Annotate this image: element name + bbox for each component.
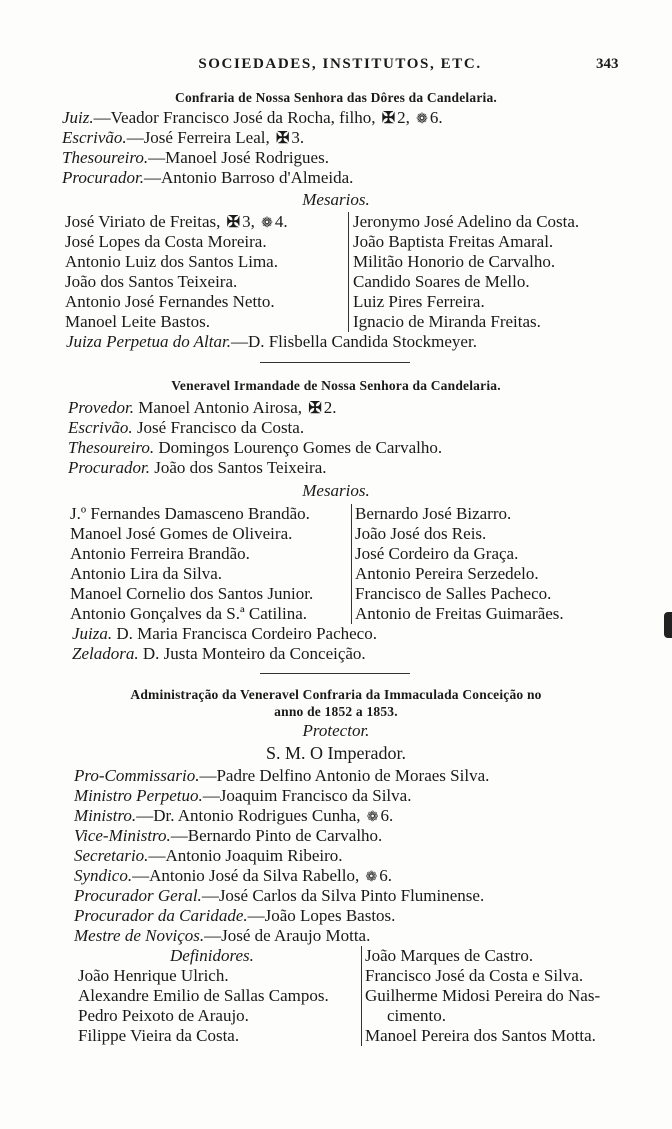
- s3-syndico-name: —Antonio José da Silva Rabello,: [132, 866, 360, 885]
- s3-ministro-perpetuo-role: Ministro Perpetuo.: [74, 786, 203, 805]
- s3-definidor-left: Pedro Peixoto de Araujo.: [78, 1006, 249, 1025]
- s2-mesario-right: Antonio Pereira Serzedelo.: [355, 564, 539, 583]
- s1-mesario-left-name: José Viriato de Freitas,: [65, 212, 221, 231]
- s3-syndico-rose-grade: 6.: [379, 866, 392, 885]
- s1-mesario-right: Militão Honorio de Carvalho.: [353, 252, 556, 271]
- s3-ministro-perpetuo-name: —Joaquim Francisco da Silva.: [202, 786, 412, 805]
- s1-thesoureiro-role: Thesoureiro.: [62, 148, 149, 167]
- s1-juiz-rose-grade: 6.: [429, 108, 443, 127]
- s2-mesario-left: Antonio Gonçalves da S.ª Catilina.: [70, 604, 307, 623]
- cross-icon: ✠: [308, 400, 322, 417]
- s3-ministro-perpetuo: [74, 786, 672, 806]
- s2-mesario-left: Manoel Cornelio dos Santos Junior.: [70, 584, 314, 603]
- s1-juiz-name: —Veador Francisco José da Rocha, filho,: [93, 108, 376, 127]
- s2-zeladora: [72, 644, 672, 664]
- s3-protector-heading: Protector.: [302, 721, 370, 740]
- s1-juiz-cross-grade: 2,: [397, 108, 410, 127]
- rose-icon: ❁: [366, 810, 379, 825]
- s2-zeladora-role: Zeladora.: [72, 644, 139, 663]
- s1-mesario-right: Luiz Pires Ferreira.: [353, 292, 485, 311]
- s3-secretario: [74, 846, 672, 866]
- s3-ministro-name: —Dr. Antonio Rodrigues Cunha,: [136, 806, 361, 825]
- s2-thesoureiro-role: Thesoureiro.: [68, 438, 155, 457]
- cross-icon: ✠: [275, 130, 290, 147]
- page-number: 343: [596, 56, 619, 72]
- s3-mestre-novicos-role: Mestre de Noviços.: [74, 926, 205, 945]
- s3-definidor-left: Alexandre Emilio de Sallas Campos.: [78, 986, 329, 1005]
- s1-first-rose-grade: 4.: [274, 212, 288, 231]
- s3-protector-name: S. M. O Imperador.: [266, 743, 406, 763]
- s1-mesario-right: Candido Soares de Mello.: [353, 272, 530, 291]
- s1-thesoureiro-name: —Manoel José Rodrigues.: [148, 148, 329, 167]
- s2-procurador-role: Procurador.: [68, 458, 151, 477]
- column-rule: [348, 212, 349, 332]
- s3-definidor-left: João Henrique Ulrich.: [78, 966, 229, 985]
- s1-escrivao-cross-grade: 3.: [291, 128, 305, 147]
- s1-mesario-right: Jeronymo José Adelino da Costa.: [353, 212, 580, 231]
- s2-mesario-left: Antonio Lira da Silva.: [70, 564, 223, 583]
- s1-juiz: [62, 108, 672, 130]
- s3-definidor-left: Filippe Vieira da Costa.: [78, 1026, 240, 1045]
- s2-provedor: [68, 398, 672, 419]
- section1-title: Confraria de Nossa Senhora das Dôres da Candelaria.: [175, 90, 497, 105]
- s2-juiza-role: Juiza.: [72, 624, 113, 643]
- s2-mesario-right: José Cordeiro da Graça.: [355, 544, 519, 563]
- s3-procurador-caridade-role: Procurador da Caridade.: [74, 906, 248, 925]
- s2-mesario-right: Bernardo José Bizarro.: [355, 504, 512, 523]
- s3-ministro-role: Ministro.: [74, 806, 137, 825]
- s3-vice-ministro-name: —Bernardo Pinto de Carvalho.: [170, 826, 383, 845]
- s2-escrivao-name: José Francisco da Costa.: [136, 418, 305, 437]
- s2-mesario-left: Antonio Ferreira Brandão.: [70, 544, 250, 563]
- s1-escrivao: [62, 128, 672, 149]
- s3-mestre-novicos: [74, 926, 672, 946]
- s3-pro-commissario-role: Pro-Commissario.: [74, 766, 200, 785]
- s3-definidor-right: Francisco José da Costa e Silva.: [365, 966, 584, 985]
- s2-mesario-right: Antonio de Freitas Guimarães.: [355, 604, 564, 623]
- s3-definidor-right-continuation: cimento.: [387, 1006, 447, 1025]
- section3-title-line1: Administração da Veneravel Confraria da Immaculada Conceição no: [130, 687, 542, 702]
- s3-syndico-role: Syndico.: [74, 866, 133, 885]
- column-rule: [351, 504, 352, 624]
- s1-escrivao-role: Escrivão.: [62, 128, 127, 147]
- s3-procurador-caridade: [74, 906, 672, 926]
- s3-secretario-role: Secretario.: [74, 846, 149, 865]
- s3-definidor-right: João Marques de Castro.: [365, 946, 534, 965]
- s1-first-cross-grade: 3,: [242, 212, 255, 231]
- s1-thesoureiro: [62, 148, 672, 168]
- s2-provedor-cross-grade: 2.: [323, 398, 337, 417]
- rose-icon: ❁: [365, 870, 378, 885]
- s1-escrivao-name: —José Ferreira Leal,: [126, 128, 270, 147]
- running-head: [0, 56, 672, 78]
- section3-title-line2: anno de 1852 a 1853.: [274, 704, 398, 719]
- column-rule: [361, 946, 362, 1046]
- section-divider: [260, 362, 410, 363]
- s1-mesario-left: Antonio Luiz dos Santos Lima.: [65, 252, 278, 271]
- s2-mesario-right: Francisco de Salles Pacheco.: [355, 584, 552, 603]
- s1-procurador: [62, 168, 672, 188]
- s2-mesario-right: João José dos Reis.: [355, 524, 487, 543]
- s1-juiza: [66, 332, 672, 352]
- rose-icon: ❁: [416, 112, 428, 127]
- s1-mesarios-heading: Mesarios.: [302, 190, 370, 209]
- s1-procurador-name: —Antonio Barroso d'Almeida.: [144, 168, 354, 187]
- s2-procurador-name: João dos Santos Teixeira.: [154, 458, 327, 477]
- s1-procurador-role: Procurador.: [62, 168, 145, 187]
- s3-ministro-rose-grade: 6.: [380, 806, 394, 825]
- section2-title: Veneravel Irmandade de Nossa Senhora da Candelaria.: [171, 378, 501, 393]
- s3-ministro: [74, 806, 672, 828]
- s2-escrivao-role: Escrivão.: [68, 418, 133, 437]
- rose-icon: ❁: [261, 216, 273, 231]
- s1-mesario-left: Manoel Leite Bastos.: [65, 312, 210, 331]
- s3-syndico: [74, 866, 672, 888]
- s3-pro-commissario: [74, 766, 672, 786]
- s3-procurador-geral: [74, 886, 672, 906]
- s3-procurador-geral-name: —José Carlos da Silva Pinto Fluminense.: [201, 886, 485, 905]
- s2-mesario-left: Manoel José Gomes de Oliveira.: [70, 524, 293, 543]
- s2-provedor-name: Manoel Antonio Airosa,: [138, 398, 303, 417]
- s3-vice-ministro: [74, 826, 672, 846]
- s2-mesario-left: J.º Fernandes Damasceno Brandão.: [70, 504, 310, 523]
- section-divider: [260, 673, 410, 674]
- s1-juiza-role: Juiza Perpetua do Altar.: [66, 332, 231, 351]
- s2-escrivao: [68, 418, 672, 438]
- s3-vice-ministro-role: Vice-Ministro.: [74, 826, 171, 845]
- s3-procurador-caridade-name: —João Lopes Bastos.: [247, 906, 396, 925]
- s1-mesario-right: Ignacio de Miranda Freitas.: [353, 312, 541, 331]
- cross-icon: ✠: [381, 110, 396, 127]
- s2-mesarios-heading: Mesarios.: [302, 481, 370, 500]
- s3-pro-commissario-name: —Padre Delfino Antonio de Moraes Silva.: [199, 766, 490, 785]
- s1-mesario-left: Antonio José Fernandes Netto.: [65, 292, 275, 311]
- s2-juiza-name: D. Maria Francisca Cordeiro Pacheco.: [116, 624, 377, 643]
- s2-procurador: [68, 458, 672, 478]
- s3-definidores-heading: Definidores.: [170, 946, 254, 965]
- cross-icon: ✠: [226, 214, 241, 231]
- s1-mesario-left: [65, 212, 288, 234]
- s3-definidor-right: Guilherme Midosi Pereira do Nas-: [365, 986, 601, 1005]
- page-edge-mark: [664, 612, 672, 638]
- s1-mesario-left: José Lopes da Costa Moreira.: [65, 232, 267, 251]
- s1-juiza-name: —D. Flisbella Candida Stockmeyer.: [230, 332, 477, 351]
- s3-mestre-novicos-name: —José de Araujo Motta.: [204, 926, 371, 945]
- s2-juiza: [72, 624, 672, 644]
- running-head-title: SOCIEDADES, INSTITUTOS, ETC.: [198, 56, 482, 72]
- s2-zeladora-name: D. Justa Monteiro da Conceição.: [142, 644, 366, 663]
- s3-secretario-name: —Antonio Joaquim Ribeiro.: [148, 846, 343, 865]
- s3-definidor-right: Manoel Pereira dos Santos Motta.: [365, 1026, 596, 1045]
- s1-mesario-right: João Baptista Freitas Amaral.: [353, 232, 554, 251]
- s2-thesoureiro-name: Domingos Lourenço Gomes de Carvalho.: [158, 438, 443, 457]
- s3-procurador-geral-role: Procurador Geral.: [74, 886, 202, 905]
- s1-mesario-left: João dos Santos Teixeira.: [65, 272, 238, 291]
- s1-juiz-role: Juiz.: [62, 108, 94, 127]
- s2-provedor-role: Provedor.: [68, 398, 134, 417]
- s2-thesoureiro: [68, 438, 672, 458]
